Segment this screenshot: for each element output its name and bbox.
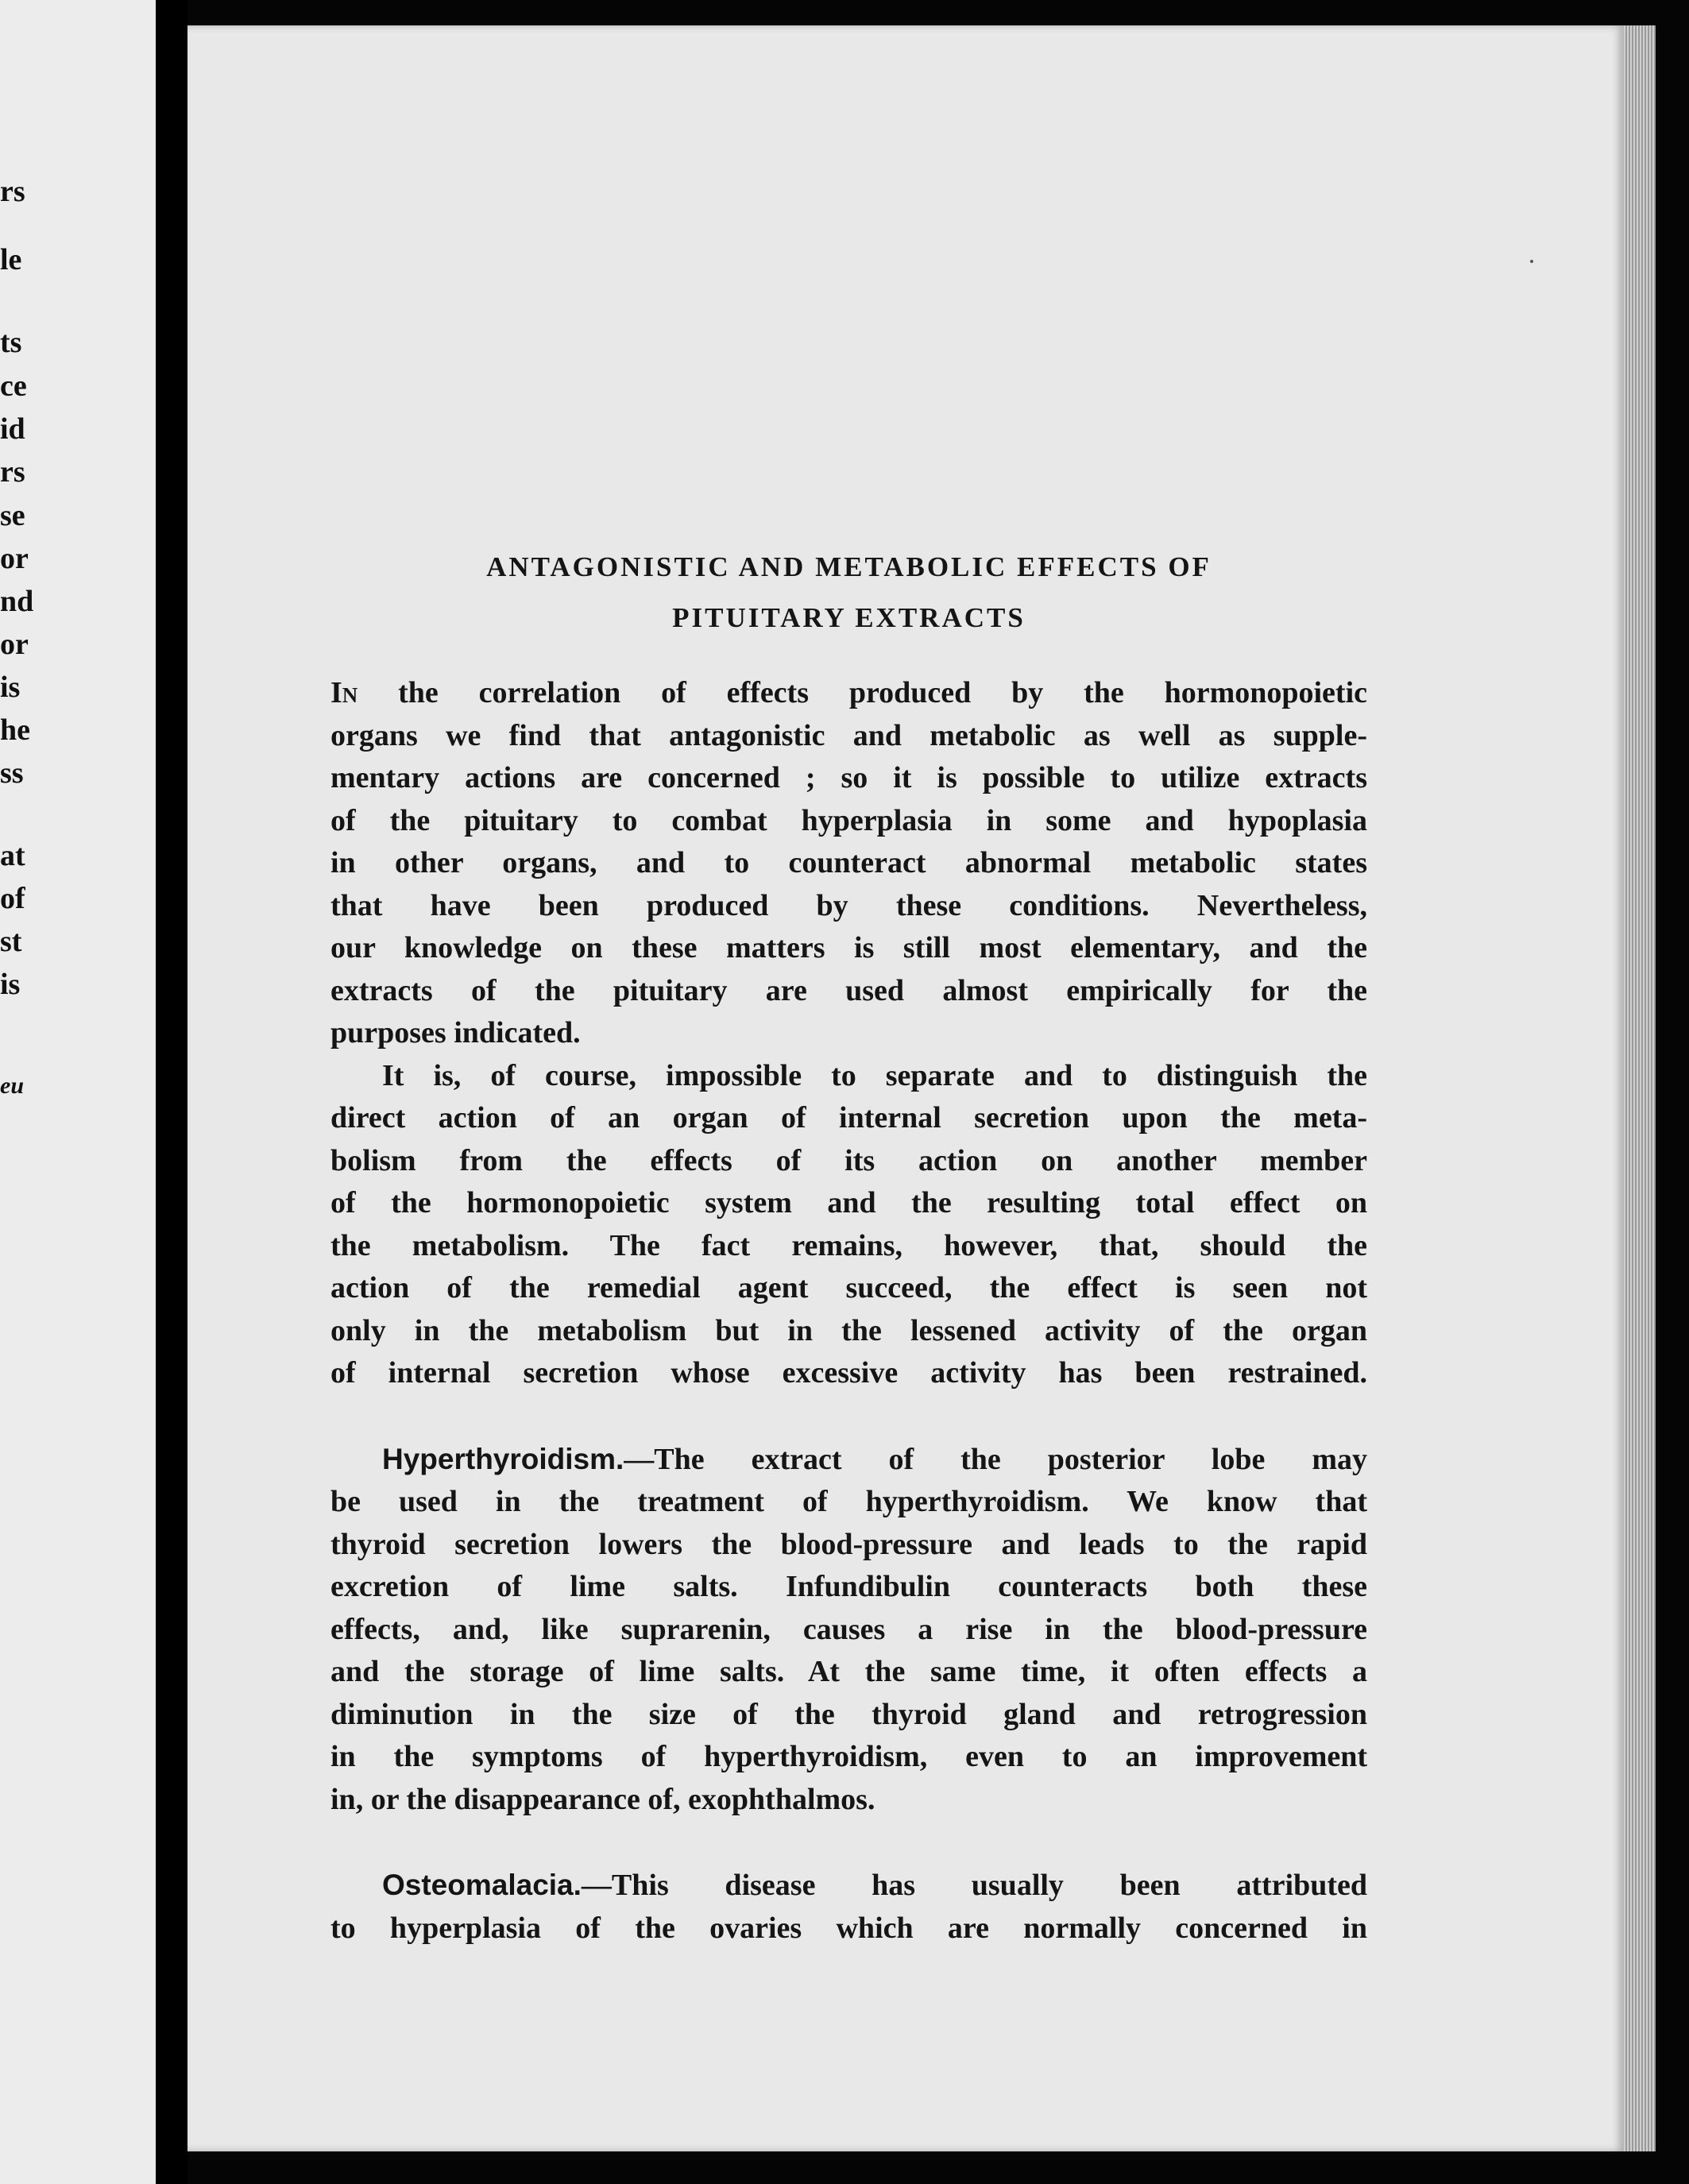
- text-line: in other organs, and to counteract abnormal metabolic states: [330, 846, 1367, 879]
- text-line: to hyperplasia of the ovaries which are normally concerned in: [330, 1911, 1367, 1945]
- title-line: ANTAGONISTIC AND METABOLIC EFFECTS OF: [486, 551, 1212, 582]
- facing-fragment: id: [0, 412, 25, 446]
- text-line: It is, of course, impossible to separate and to distinguish the: [382, 1058, 1367, 1092]
- drop-lead-word: In: [330, 676, 358, 709]
- text-line: of internal secretion whose excessive activity has been restrained.: [330, 1356, 1367, 1390]
- text-line: our knowledge on these matters is still most elementary, and the: [330, 931, 1367, 964]
- text-line: be used in the treatment of hyperthyroidism. We know that: [330, 1485, 1367, 1518]
- facing-fragment: ts: [0, 326, 22, 359]
- book-gutter: [156, 0, 187, 2184]
- text-line: in, or the disappearance of, exophthalmos.: [330, 1782, 875, 1816]
- paragraph-intro: [330, 672, 1367, 1055]
- facing-fragment: le: [0, 243, 22, 276]
- text-line: mentary actions are concerned ; so it is possible to utilize extracts: [330, 761, 1367, 794]
- text-line: of the pituitary to combat hyperplasia in some and hypoplasia: [330, 803, 1367, 837]
- facing-fragment: nd: [0, 585, 34, 618]
- facing-fragment: of: [0, 882, 25, 915]
- text-line: the metabolism. The fact remains, however, that, should the: [330, 1228, 1367, 1262]
- text-line: that have been produced by these conditions. Nevertheless,: [330, 888, 1367, 922]
- page-stack-edge: [1624, 25, 1656, 2151]
- section-osteomalacia: [330, 1864, 1367, 1950]
- facing-fragment: or: [0, 628, 29, 661]
- section-heading: Hyperthyroidism.: [382, 1442, 624, 1475]
- facing-fragment: ss: [0, 756, 24, 790]
- facing-fragment: rs: [0, 175, 25, 208]
- paragraph-metabolism: [330, 1055, 1367, 1395]
- page-body: [330, 542, 1367, 1950]
- facing-fragment: or: [0, 542, 29, 575]
- text-line: extracts of the pituitary are used almost empirically for the: [330, 973, 1367, 1007]
- text-line: only in the metabolism but in the lessened activity of the organ: [330, 1313, 1367, 1347]
- text-line: —The extract of the posterior lobe may: [624, 1442, 1367, 1476]
- facing-fragment: ce: [0, 369, 27, 403]
- book-page: [187, 25, 1624, 2151]
- section-heading: Osteomalacia.: [382, 1869, 582, 1901]
- text-line: effects, and, like suprarenin, causes a rise in the blood-pressure: [330, 1612, 1367, 1646]
- text-line: —This disease has usually been attributed: [581, 1869, 1367, 1902]
- title-line: PITUITARY EXTRACTS: [672, 602, 1026, 633]
- facing-fragment: st: [0, 925, 22, 958]
- text-line: bolism from the effects of its action on another member: [330, 1143, 1367, 1177]
- facing-fragment: se: [0, 499, 25, 532]
- text-line: diminution in the size of the thyroid gland and retrogression: [330, 1697, 1367, 1731]
- text-line: organs we find that antagonistic and metabolic as well as supple-: [330, 718, 1367, 752]
- text-line: direct action of an organ of internal secretion upon the meta-: [330, 1101, 1367, 1135]
- facing-fragment: rs: [0, 455, 25, 489]
- text-line: in the symptoms of hyperthyroidism, even to an improvement: [330, 1740, 1367, 1773]
- text-line: of the hormonopoietic system and the resulting total effect on: [330, 1186, 1367, 1220]
- facing-fragment: is: [0, 671, 21, 704]
- facing-fragment: eu: [0, 1073, 24, 1099]
- text-line: purposes indicated.: [330, 1016, 581, 1049]
- text-line: excretion of lime salts. Infundibulin counteracts both these: [330, 1570, 1367, 1603]
- chapter-title: [330, 542, 1367, 644]
- facing-page: [0, 0, 156, 2184]
- facing-fragment: is: [0, 968, 21, 1001]
- scan-speck: [1530, 260, 1533, 263]
- text-line: the correlation of effects produced by the hormonopoietic: [358, 676, 1367, 709]
- section-hyperthyroidism: [330, 1438, 1367, 1822]
- text-line: thyroid secretion lowers the blood-pressure and leads to the rapid: [330, 1527, 1367, 1561]
- text-line: action of the remedial agent succeed, the effect is seen not: [330, 1271, 1367, 1305]
- facing-fragment: he: [0, 713, 30, 747]
- facing-fragment: at: [0, 839, 25, 872]
- text-line: and the storage of lime salts. At the same time, it often effects a: [330, 1655, 1367, 1688]
